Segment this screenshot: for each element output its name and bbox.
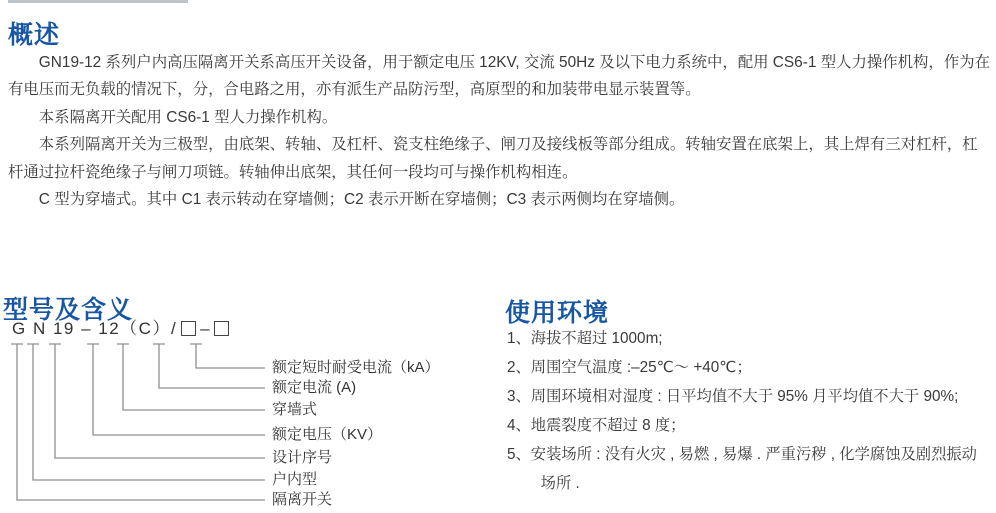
model-label-indoor-type: 户内型 <box>272 471 318 488</box>
environment-item-installation-site: 5、安装场所 : 没有火灾 , 易燃 , 易爆 . 严重污秽 , 化学腐蚀及剧烈振动场所 . <box>507 446 977 492</box>
overview-paragraph: 本系隔离开关配用 CS6-1 型人力操作机构。 <box>38 108 338 126</box>
rated-current-placeholder-box <box>181 321 196 336</box>
cropped-top-artifact <box>8 0 188 3</box>
overview-section-heading: 概述 <box>8 20 61 49</box>
environment-item-altitude: 1、海拔不超过 1000m; <box>507 330 663 347</box>
environment-item-temperature: 2、周围空气温度 :–25℃～ +40℃； <box>507 359 752 376</box>
environment-item-seismic: 4、地震裂度不超过 8 度； <box>507 417 686 434</box>
model-label-rated-current: 额定电流 (A) <box>272 379 357 396</box>
model-label-short-time-current: 额定短时耐受电流（kA） <box>272 359 440 376</box>
environment-list <box>507 324 991 498</box>
model-code-dash: – <box>200 319 210 338</box>
overview-paragraph: C 型为穿墙式。其中 C1 表示转动在穿墙侧；C2 表示开断在穿墙侧；C3 表示两侧均在穿墙侧。 <box>38 191 685 209</box>
overview-paragraph: 本系列隔离开关为三极型，由底架、转轴、及杠杆、瓷支柱绝缘子、闸刀及接线板等部分组成。转轴安置在底架上，其上焊有三对杠杆，杠杆通过拉杆瓷绝缘子与闸刀项链。转轴伸出底架，其任何一段均可与操作机构相连。 <box>8 136 978 181</box>
model-label-rated-voltage: 额定电压（KV） <box>272 426 383 443</box>
model-label-disconnector: 隔离开关 <box>272 491 333 508</box>
short-time-current-placeholder-box <box>214 321 229 336</box>
model-label-wall-bushing-type: 穿墙式 <box>272 401 318 418</box>
model-code-prefix: G N 19 – 12（C）/ <box>12 319 178 338</box>
model-code-row <box>12 320 229 337</box>
model-label-design-serial: 设计序号 <box>272 449 333 466</box>
environment-section-heading: 使用环境 <box>505 298 610 327</box>
model-section-heading: 型号及含义 <box>3 295 134 324</box>
overview-paragraphs <box>8 49 990 213</box>
environment-item-humidity: 3、周围环境相对湿度 : 日平均值不大于 95% 月平均值不大于 90%; <box>507 388 959 405</box>
overview-paragraph: GN19-12 系列户内高压隔离开关系高压开关设备，用于额定电压 12KV, 交流 50Hz 及以下电力系统中，配用 CS6-1 型人力操作机构，作为在有电压而无负载的情况下，分，合电路之用，亦有派生产品防污型，高原型的和加装带电显示装置等。 <box>8 54 990 99</box>
